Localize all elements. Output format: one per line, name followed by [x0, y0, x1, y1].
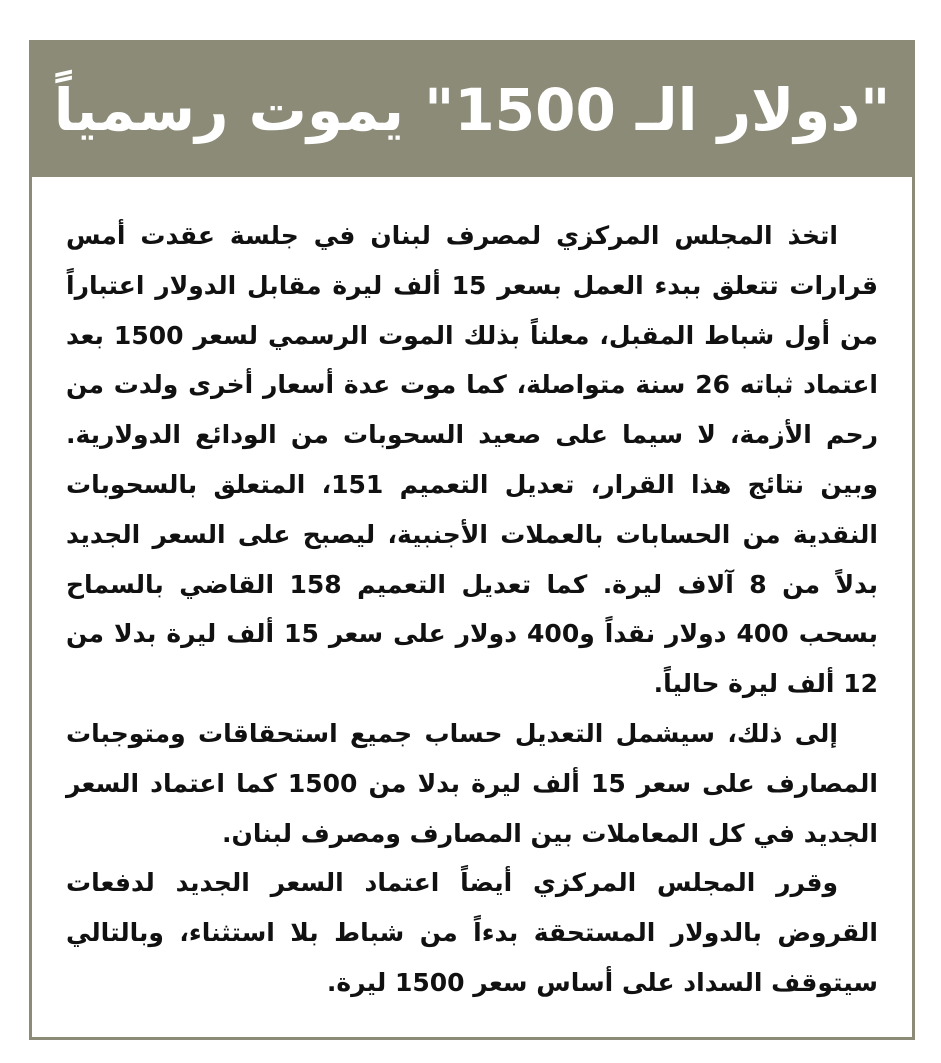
article-paragraph-1: اتخذ المجلس المركزي لمصرف لبنان في جلسة عقدت أمس قرارات تتعلق ببدء العمل بسعر 15 ألف ليرة مقابل الدولار اعتباراً من أول شباط المقبل، معلناً بذلك الموت الرسمي لسعر 1500 بعد اعتماد ثباته 26 سنة متواصلة، كما موت عدة أسعار أخرى ولدت من رحم الأزمة، لا سيما على صعيد السحوبات من الودائع الدولارية. وبين نتائج هذا القرار، تعديل التعميم 151، المتعلق بالسحوبات النقدية من الحسابات بالعملات الأجنبية، ليصبح على السعر الجديد بدلاً من 8 آلاف ليرة. كما تعديل التعميم 158 القاضي بالسماح بسحب 400 دولار نقداً و400 دولار على سعر 15 ألف ليرة بدلا من 12 ألف ليرة حالياً. — [66, 221, 879, 699]
article-paragraph-3: وقرر المجلس المركزي أيضاً اعتماد السعر الجديد لدفعات القروض بالدولار المستحقة بدءاً من شباط بلا استثناء، وبالتالي سيتوقف السداد على أساس سعر 1500 ليرة. — [66, 868, 878, 997]
article-body — [66, 211, 878, 1008]
article-card — [29, 40, 915, 1040]
article-paragraph-2: إلى ذلك، سيشمل التعديل حساب جميع استحقاقات ومتوجبات المصارف على سعر 15 ألف ليرة بدلا من 1500 كما اعتماد السعر الجديد في كل المعاملات بين المصارف ومصرف لبنان. — [66, 718, 878, 848]
headline-bar — [32, 43, 912, 177]
article-headline: "دولار الـ 1500" يموت رسمياً — [53, 76, 891, 144]
